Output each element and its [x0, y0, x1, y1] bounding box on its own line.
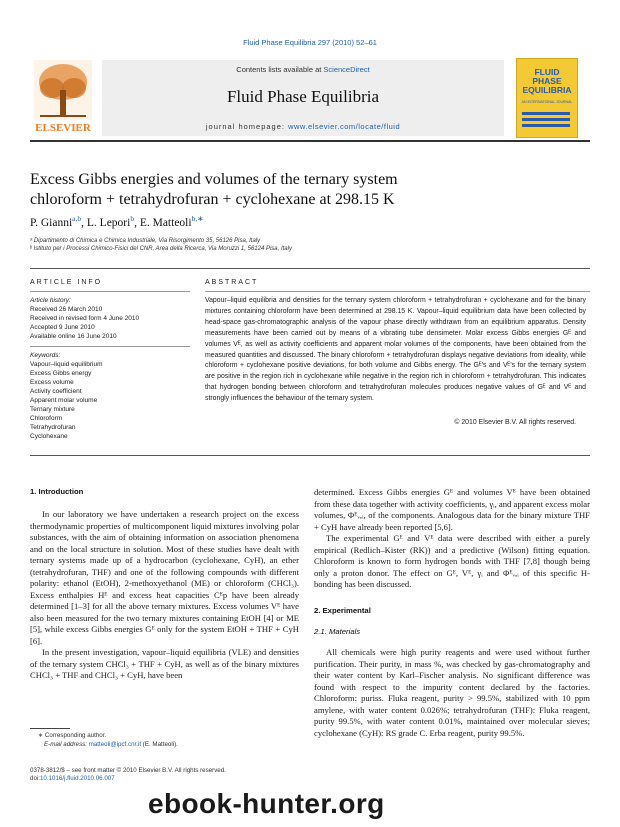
- contents-prefix: Contents lists available at: [236, 65, 324, 74]
- keywords-label: Keywords:: [30, 352, 61, 359]
- article-info-rule: [30, 346, 190, 347]
- email-note: [30, 741, 314, 748]
- materials-body: [314, 647, 590, 739]
- keyword: Apparent molar volume: [30, 397, 98, 404]
- paragraph: determined. Excess Gibbs energies Gᴱ and volumes Vᴱ have been obtained from these data together with activity coefficients, γᵢ, and apparent excess molar volumes, Φᴱᵥ,ᵢ, of the components. Analogous data for the binary mixture THF + CyH have already been reported [5,6].: [314, 487, 590, 532]
- copyright: © 2010 Elsevier B.V. All rights reserved.: [454, 419, 576, 426]
- title-line: Excess Gibbs energies and volumes of the ternary system: [30, 171, 398, 188]
- cover-band: [522, 118, 570, 121]
- doi-line: [30, 775, 290, 783]
- keyword: Excess Gibbs energy: [30, 370, 92, 377]
- author-list: P. Gianni$^{a,b}$, L. Lepori$^b$, E. Matteoli$^{b,∗}$: [30, 214, 204, 229]
- paragraph: All chemicals were high purity reagents and were used without further purification. Their purity, in mass %, was checked by gas-chromatography and their water content by Karl–Fischer analysis. No significant difference was found with respect to the impurity content declared by the factories. Chloroform: puriss. Fluka reagent, purity > 99.5%, stabilized with 10 ppm amylene, with water content 0.026%; tetrahydrofuran (THF): Fluka reagent, purity 99.5%, with water content 0.01%, maintained over molecular sieves; cyclohexane (CyH): RS grade C. Erba reagent, purity 99.5%.: [314, 647, 590, 738]
- title-line: chloroform + tetrahydrofuran + cyclohexane at 298.15 K: [30, 191, 395, 208]
- paragraph: The experimental Gᴱ and Vᴱ data were described with either a purely empirical (Redlich–Kister (RK)) and a predictive (Wilson) fitting equation. Chloroform is known to form hydrogen bonds with THF [7,8] though being only a proton donor. The effect on Gᴱ, Vᴱ, γᵢ and Φᴱᵥ,ᵢ of this specific H-bonding has been discussed.: [314, 533, 590, 589]
- keyword: Tetrahydrofuran: [30, 424, 76, 431]
- history-label: Article history:: [30, 297, 71, 304]
- email-label: E-mail address:: [44, 741, 89, 748]
- journal-homepage: [102, 122, 504, 131]
- keyword: Vapour–liquid equilibrium: [30, 361, 103, 368]
- keyword: Activity coefficient: [30, 388, 82, 395]
- abstract-text: Vapour–liquid equilibria and densities for the ternary system chloroform + tetrahydrofuran + cyclohexane and for the binary mixtures containing chloroform have been determined at 298.15 K. Vapour–liquid equilibrium data have been collected by head-space gas-chromatographic analysis of the vapour phase directly withdrawn from an equilibrium apparatus. Density measurements have been carried out by means of a vibrating tube densimeter. Molar excess Gibbs energies Gᴱ and volumes Vᴱ, as well as activity coefficients and apparent molar volumes of the components, have been obtained from the measured quantities and discussed. The binary chloroform + tetrahydrofuran displays negative deviations from ideality, while chloroform + cyclohexane positive deviations, for both volume and Gibbs energy. The Gᴱ's and Vᴱ's for the ternary system are positive in the region rich in cyclohexane while negative in the region rich in chloroform + tetrahydrofuran. This indicates that hydrogen bonding between chloroform and tetrahydrofuran molecules produces negative values of Gᴱ and Vᴱ and strongly influences the behaviour of the ternary system.: [205, 297, 586, 403]
- article-info-heading: ARTICLE INFO: [30, 279, 103, 286]
- history-item: Accepted 9 June 2010: [30, 324, 95, 331]
- doi-label: doi:: [30, 775, 40, 782]
- author-affil-mark[interactable]: b: [130, 214, 135, 223]
- history-item: Received 26 March 2010: [30, 306, 103, 313]
- email-owner: (E. Matteoli).: [141, 741, 178, 748]
- paragraph: In the present investigation, vapour–liquid equilibria (VLE) and densities of the ternary system CHCl₃ + THF + CyH, as well as of the binary mixtures CHCl₃ + THF and CHCl₃ + CyH, have been: [30, 647, 299, 680]
- keyword: Chloroform: [30, 415, 63, 422]
- issn-doi-footer: [30, 767, 290, 783]
- corresponding-author-note: ∗ Corresponding author.: [38, 732, 107, 739]
- subsection-heading-materials: 2.1. Materials: [314, 627, 361, 636]
- keyword: Excess volume: [30, 379, 74, 386]
- doi-link[interactable]: 10.1016/j.fluid.2010.06.007: [39, 775, 115, 782]
- affiliation: ᵇ Istituto per i Processi Chimico-Fisici del CNR, Area della Ricerca, Via Moruzzi 1, 56124 Pisa, Italy: [30, 246, 292, 252]
- right-column-body: [314, 487, 590, 591]
- contents-line: [102, 65, 504, 74]
- homepage-prefix: journal homepage:: [205, 122, 289, 131]
- watermark: ebook-hunter.org: [148, 788, 385, 819]
- author: P. Gianni: [30, 216, 73, 229]
- abstract-rule: [205, 291, 590, 292]
- journal-name: Fluid Phase Equilibria: [226, 87, 380, 106]
- section-heading-experimental: 2. Experimental: [314, 606, 371, 615]
- cover-subtitle: AN INTERNATIONAL JOURNAL: [521, 100, 573, 104]
- article-info-rule: [30, 291, 190, 292]
- affiliation: ᵃ Dipartimento di Chimica e Chimica Industriale, Via Risorgimento 35, 56126 Pisa, Italy: [30, 238, 261, 244]
- title-rule: [30, 268, 590, 269]
- keyword: Ternary mixture: [30, 406, 75, 413]
- author: E. Matteoli: [139, 216, 192, 229]
- abstract-heading: ABSTRACT: [205, 279, 259, 286]
- issn-line: 0378-3812/$ – see front matter © 2010 Elsevier B.V. All rights reserved.: [30, 767, 226, 774]
- keyword: Cyclohexane: [30, 433, 68, 440]
- history-item: Available online 16 June 2010: [30, 333, 117, 340]
- running-head[interactable]: Fluid Phase Equilibria 297 (2010) 52–61: [243, 38, 377, 47]
- keywords: [30, 351, 190, 441]
- article-title: [30, 170, 570, 210]
- author-affil-mark[interactable]: a,b: [72, 214, 82, 223]
- cover-band: [522, 124, 570, 127]
- left-column-body: [30, 509, 299, 682]
- paragraph: In our laboratory we have undertaken a research project on the excess thermodynamic properties of multicomponent liquid mixtures involving polar substances, with the aim of obtaining information on association phenomena and on the local structure in solution. Most of these studies have dealt with ternary systems made up of a hydrocarbon (cyclohexane, CyH), an ether (tetrahydrofuran, THF) and one of the following compounds with different polarity: ethanol (EtOH), 2-methoxyethanol (ME) or chloroform (CHCl₃). Excess enthalpies Hᴱ and excess heat capacities Cᴱp have been already determined [1–3] for all the above ternary mixtures. Excess volumes Vᴱ have also been measured for the two ternary mixtures containing EtOH [4] or ME [5], while excess Gibbs energies Gᴱ only for the system EtOH + THF + CyH [6].: [30, 509, 299, 646]
- cover-band: [522, 112, 570, 115]
- article-history: [30, 296, 190, 341]
- author: L. Lepori: [86, 216, 131, 229]
- header-rule: [30, 140, 590, 142]
- email-link[interactable]: matteoli@ipcf.cnr.it: [88, 741, 142, 748]
- homepage-link[interactable]: www.elsevier.com/locate/fluid: [288, 122, 401, 131]
- abstract-bottom-rule: [30, 455, 590, 456]
- footnote-rule: [30, 728, 70, 729]
- cover-title: FLUID PHASE EQUILIBRIA: [522, 67, 572, 95]
- author-affil-mark[interactable]: b,∗: [191, 214, 204, 223]
- section-heading-introduction: 1. Introduction: [30, 487, 84, 496]
- history-item: Received in revised form 4 June 2010: [30, 315, 140, 322]
- sciencedirect-link[interactable]: ScienceDirect: [323, 65, 370, 74]
- elsevier-wordmark: ELSEVIER: [35, 122, 91, 134]
